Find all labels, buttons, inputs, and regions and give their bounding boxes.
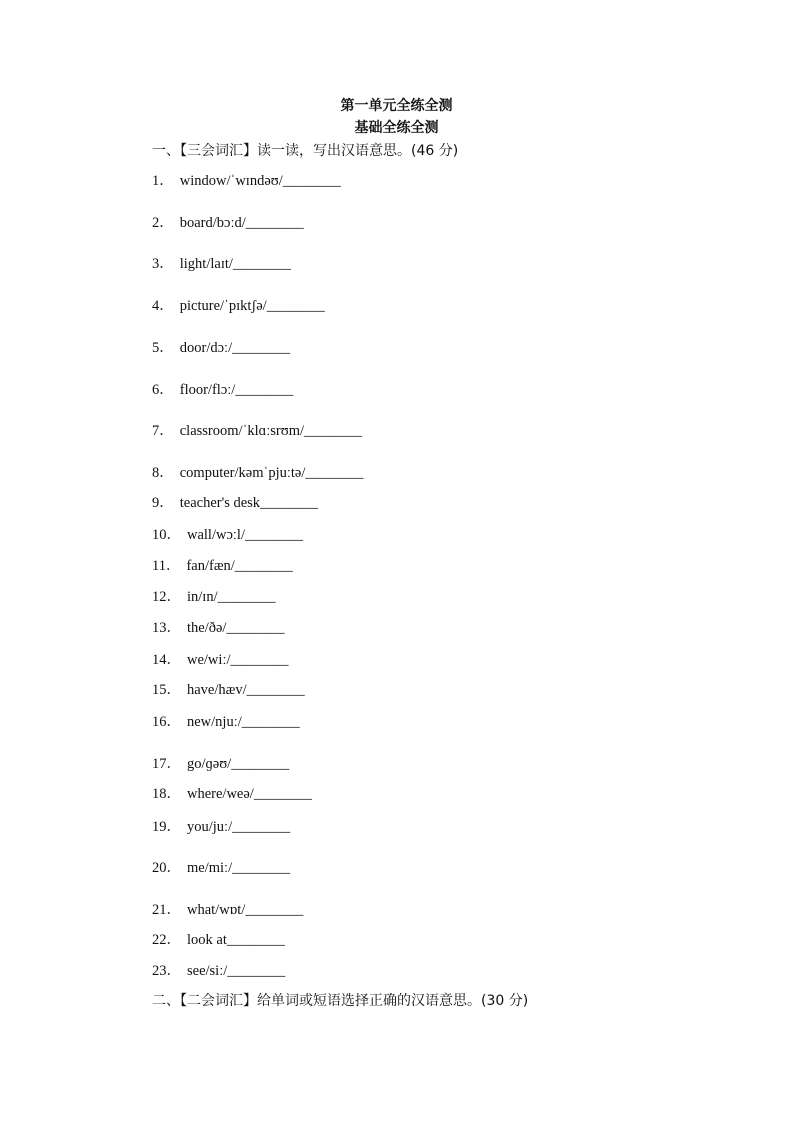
vocab-item-3 (152, 255, 291, 273)
item-text: new/njuː/________ (187, 714, 300, 730)
item-text: floor/flɔː/________ (179, 382, 294, 398)
document-title: 第一单元全练全测 (340, 98, 453, 114)
item-text: go/ɡəʊ/________ (187, 756, 290, 772)
vocab-item-23 (152, 962, 285, 980)
item-number: 12． (152, 589, 181, 605)
item-number: 9． (152, 495, 174, 511)
item-number: 7． (152, 423, 174, 439)
vocab-item-17 (152, 755, 289, 773)
item-text: we/wiː/________ (187, 652, 289, 668)
item-text: wall/wɔːl/________ (187, 527, 303, 543)
vocab-item-10 (152, 526, 303, 544)
item-text: light/laɪt/________ (179, 256, 291, 272)
item-text: see/siː/________ (187, 963, 286, 979)
vocab-item-5 (152, 339, 290, 357)
item-text: me/miː/________ (187, 860, 291, 876)
vocab-item-15 (152, 681, 305, 699)
item-number: 2． (152, 215, 174, 231)
vocab-item-16 (152, 713, 300, 731)
item-number: 11． (152, 558, 181, 574)
item-text: in/ɪn/________ (187, 589, 276, 605)
item-text: fan/fæn/________ (186, 558, 293, 574)
item-number: 21． (152, 902, 181, 918)
item-number: 4． (152, 298, 174, 314)
item-number: 10． (152, 527, 181, 543)
item-number: 20． (152, 860, 181, 876)
vocab-item-12 (152, 588, 276, 606)
item-text: the/ðə/________ (187, 620, 285, 636)
item-text: you/juː/________ (187, 819, 291, 835)
item-text: have/hæv/________ (187, 682, 305, 698)
vocab-item-14 (152, 651, 289, 669)
vocab-item-21 (152, 901, 303, 919)
vocab-item-20 (152, 859, 290, 877)
vocab-item-11 (152, 557, 293, 575)
vocab-item-13 (152, 619, 284, 637)
item-text: picture/ˈpɪktʃə/________ (179, 298, 325, 314)
vocab-item-8 (152, 464, 363, 482)
item-number: 15． (152, 682, 181, 698)
item-text: teacher's desk________ (179, 495, 319, 511)
vocab-item-22 (152, 931, 285, 949)
item-text: computer/kəmˈpjuːtə/________ (179, 465, 364, 481)
item-number: 17． (152, 756, 181, 772)
document-subtitle: 基础全练全测 (354, 120, 439, 136)
item-number: 5． (152, 340, 174, 356)
vocab-item-4 (152, 297, 325, 315)
item-number: 23． (152, 963, 181, 979)
vocab-item-9 (152, 494, 318, 512)
item-number: 19． (152, 819, 181, 835)
item-text: board/bɔːd/________ (179, 215, 304, 231)
vocab-item-2 (152, 214, 304, 232)
item-number: 13． (152, 620, 181, 636)
item-number: 3． (152, 256, 174, 272)
item-number: 22． (152, 932, 181, 948)
item-number: 18． (152, 786, 181, 802)
item-number: 8． (152, 465, 174, 481)
item-text: look at________ (187, 932, 285, 948)
section-2-heading: 二、【二会词汇】给单词或短语选择正确的汉语意思。(30 分) (152, 993, 529, 1009)
item-text: classroom/ˈklɑːsrʊm/________ (179, 423, 363, 439)
item-number: 16． (152, 714, 181, 730)
vocab-item-7 (152, 422, 362, 440)
section-1-heading: 一、【三会词汇】读一读，写出汉语意思。(46 分) (152, 143, 459, 159)
item-number: 14． (152, 652, 181, 668)
vocab-item-18 (152, 785, 312, 803)
item-text: what/wɒt/________ (187, 902, 304, 918)
item-text: door/dɔː/________ (179, 340, 291, 356)
item-number: 1． (152, 173, 174, 189)
item-number: 6． (152, 382, 174, 398)
vocab-item-19 (152, 818, 290, 836)
item-text: where/weə/________ (187, 786, 312, 802)
vocab-item-6 (152, 381, 293, 399)
item-text: window/ˈwɪndəʊ/________ (179, 173, 341, 189)
vocab-item-1 (152, 172, 341, 190)
